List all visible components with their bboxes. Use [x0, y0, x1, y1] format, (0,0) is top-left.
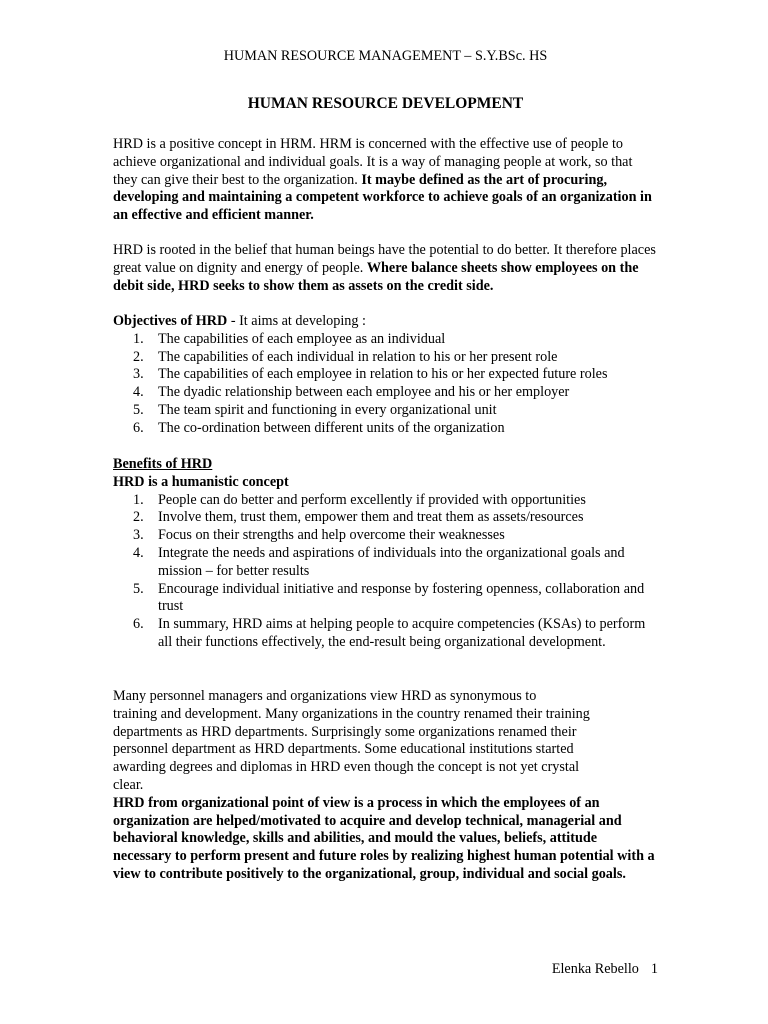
list-item: 6. The co-ordination between different units of the organization [133, 419, 505, 436]
synonymous-paragraph: Many personnel managers and organizations view HRD as synonymous to training and development. Many organizations in the country renamed their training departments as HRD departments. Surprisingly some organizations renamed their personnel department as HRD departments. Some educational institutions started awarding degrees and diplomas in HRD even though the concept is not yet crystal clear. HRD from organizational point of view is a process in which the employees of an organization are helped/motivated to acquire and develop technical, managerial and behavioral knowledge, skills and abilities, and mould the values, beliefs, attitude necessary to perform present and future roles by realizing highest human potential with a view to contribute positively to the organizational, group, individual and social goals. [113, 688, 658, 884]
list-item: 2. Involve them, trust them, empower them and treat them as assets/resources [133, 509, 584, 526]
intro-paragraph [113, 136, 658, 225]
list-item: 5. Encourage individual initiative and response by fostering openness, collaboration and trust [133, 580, 645, 615]
objectives-section [113, 313, 658, 438]
list-item: 5. The team spirit and functioning in every organizational unit [133, 401, 497, 418]
intro-bold-text: It maybe defined as the art of procuring, developing and maintaining a competent workforce to achieve goals of an organization in an effective and efficient manner. [113, 171, 652, 224]
objectives-intro: - It aims at developing : [227, 313, 366, 329]
definition-paragraph: HRD from organizational point of view is a process in which the employees of an organization are helped/motivated to acquire and develop technical, managerial and behavioral knowledge, skills and abilities, and mould the values, beliefs, attitude necessary to perform present and future roles by realizing highest human potential with a view to contribute positively to the organizational, group, individual and social goals. [113, 794, 655, 882]
benefits-list [113, 492, 658, 652]
page-number: 1 [650, 961, 658, 977]
benefits-section [113, 456, 658, 652]
list-item: 3. Focus on their strengths and help overcome their weaknesses [133, 527, 505, 544]
list-item: 3. The capabilities of each employee in relation to his or her expected future roles [133, 366, 608, 383]
belief-bold-text: Where balance sheets show employees on the debit side, HRD seeks to show them as assets on the credit side. [113, 259, 639, 294]
objectives-list [113, 331, 658, 438]
belief-paragraph [113, 242, 658, 295]
belief-text: HRD is rooted in the belief that human beings have the potential to do better. It therefore places great value on dignity and energy of people. [113, 242, 656, 276]
list-item: 4. The dyadic relationship between each employee and his or her employer [133, 384, 570, 401]
list-item: 2. The capabilities of each individual in relation to his or her present role [133, 348, 558, 365]
benefits-heading: Benefits of HRD [113, 456, 213, 472]
page-footer [113, 960, 658, 978]
page-title: HUMAN RESOURCE DEVELOPMENT [247, 95, 524, 112]
list-item: 6. In summary, HRD aims at helping people to acquire competencies (KSAs) to perform all their functions effectively, the end-result being organizational development. [133, 616, 646, 650]
intro-text: HRD is a positive concept in HRM. HRM is concerned with the effective use of people to achieve organizational and individual goals. It is a way of managing people at work, so that they can give their best to the organization. [113, 136, 633, 188]
running-header: HUMAN RESOURCE MANAGEMENT – S.Y.BSc. HS [223, 48, 548, 64]
author-name: Elenka Rebello [551, 961, 639, 977]
list-item: 1. People can do better and perform excellently if provided with opportunities [133, 491, 586, 508]
list-item: 4. Integrate the needs and aspirations of individuals into the organizational goals and mission – for better results [133, 544, 625, 579]
objectives-heading: Objectives of HRD [113, 313, 228, 329]
benefits-subheading: HRD is a humanistic concept [113, 473, 289, 490]
list-item: 1. The capabilities of each employee as an individual [133, 330, 446, 347]
